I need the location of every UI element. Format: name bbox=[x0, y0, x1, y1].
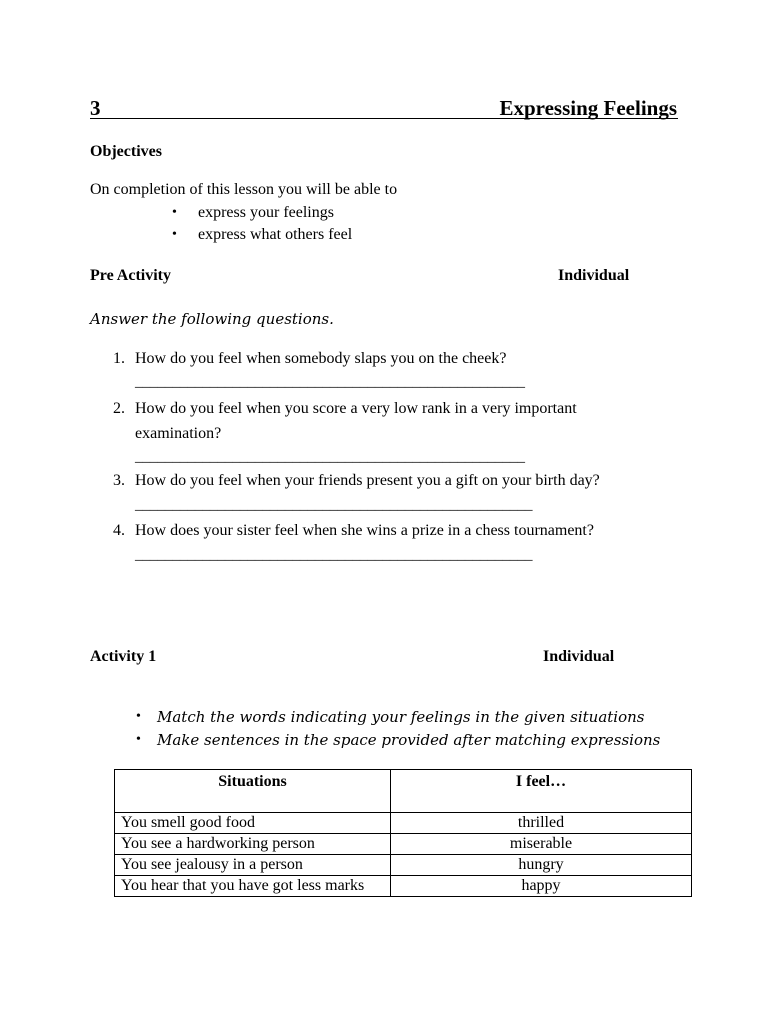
instruction-text: Make sentences in the space provided after matching expressions bbox=[157, 731, 661, 749]
column-header-i-feel: I feel… bbox=[391, 770, 692, 813]
table-row bbox=[115, 813, 692, 834]
table-row bbox=[115, 876, 692, 897]
feeling-cell: happy bbox=[391, 876, 692, 897]
question-number: 2. bbox=[113, 400, 125, 417]
activity1-mode: Individual bbox=[543, 648, 615, 665]
question-text-continuation: examination? bbox=[135, 425, 222, 442]
situation-cell: You see a hardworking person bbox=[115, 834, 391, 855]
question-text: How do you feel when your friends present you a gift on your birth day? bbox=[135, 472, 600, 489]
chapter-title: Expressing Feelings bbox=[499, 96, 677, 120]
situation-cell: You hear that you have got less marks bbox=[115, 876, 391, 897]
bullet-icon: • bbox=[136, 732, 141, 747]
objective-text: express what others feel bbox=[198, 226, 353, 243]
feeling-cell: miserable bbox=[391, 834, 692, 855]
situation-cell: You see jealousy in a person bbox=[115, 855, 391, 876]
table-header-row bbox=[115, 770, 692, 813]
question-text: How does your sister feel when she wins a prize in a chess tournament? bbox=[135, 522, 594, 539]
activity1-heading: Activity 1 bbox=[90, 648, 157, 665]
column-header-situations: Situations bbox=[115, 770, 391, 813]
answer-blank[interactable]: ____________________________________________________ bbox=[135, 374, 525, 390]
objectives-intro: On completion of this lesson you will be able to bbox=[90, 181, 398, 198]
question-text: How do you feel when you score a very low rank in a very important bbox=[135, 400, 577, 417]
chapter-number: 3 bbox=[90, 96, 101, 120]
table-row bbox=[115, 834, 692, 855]
answer-blank[interactable]: _____________________________________________________ bbox=[135, 497, 533, 513]
bullet-icon: • bbox=[136, 709, 141, 724]
matching-table bbox=[114, 769, 692, 897]
answer-blank[interactable]: ____________________________________________________ bbox=[135, 449, 525, 465]
pre-activity-heading: Pre Activity bbox=[90, 267, 172, 284]
question-text: How do you feel when somebody slaps you on the cheek? bbox=[135, 350, 507, 367]
table-row bbox=[115, 855, 692, 876]
feeling-cell: hungry bbox=[391, 855, 692, 876]
situation-cell: You smell good food bbox=[115, 813, 391, 834]
question-number: 1. bbox=[113, 350, 125, 367]
pre-activity-instruction: Answer the following questions. bbox=[90, 310, 334, 328]
question-number: 3. bbox=[113, 472, 125, 489]
objective-text: express your feelings bbox=[198, 204, 334, 221]
answer-blank[interactable]: _____________________________________________________ bbox=[135, 547, 533, 563]
objectives-heading: Objectives bbox=[90, 143, 162, 160]
bullet-icon: • bbox=[172, 205, 177, 220]
bullet-icon: • bbox=[172, 227, 177, 242]
instruction-text: Match the words indicating your feelings in the given situations bbox=[157, 708, 645, 726]
pre-activity-mode: Individual bbox=[558, 267, 630, 284]
feeling-cell: thrilled bbox=[391, 813, 692, 834]
question-number: 4. bbox=[113, 522, 125, 539]
